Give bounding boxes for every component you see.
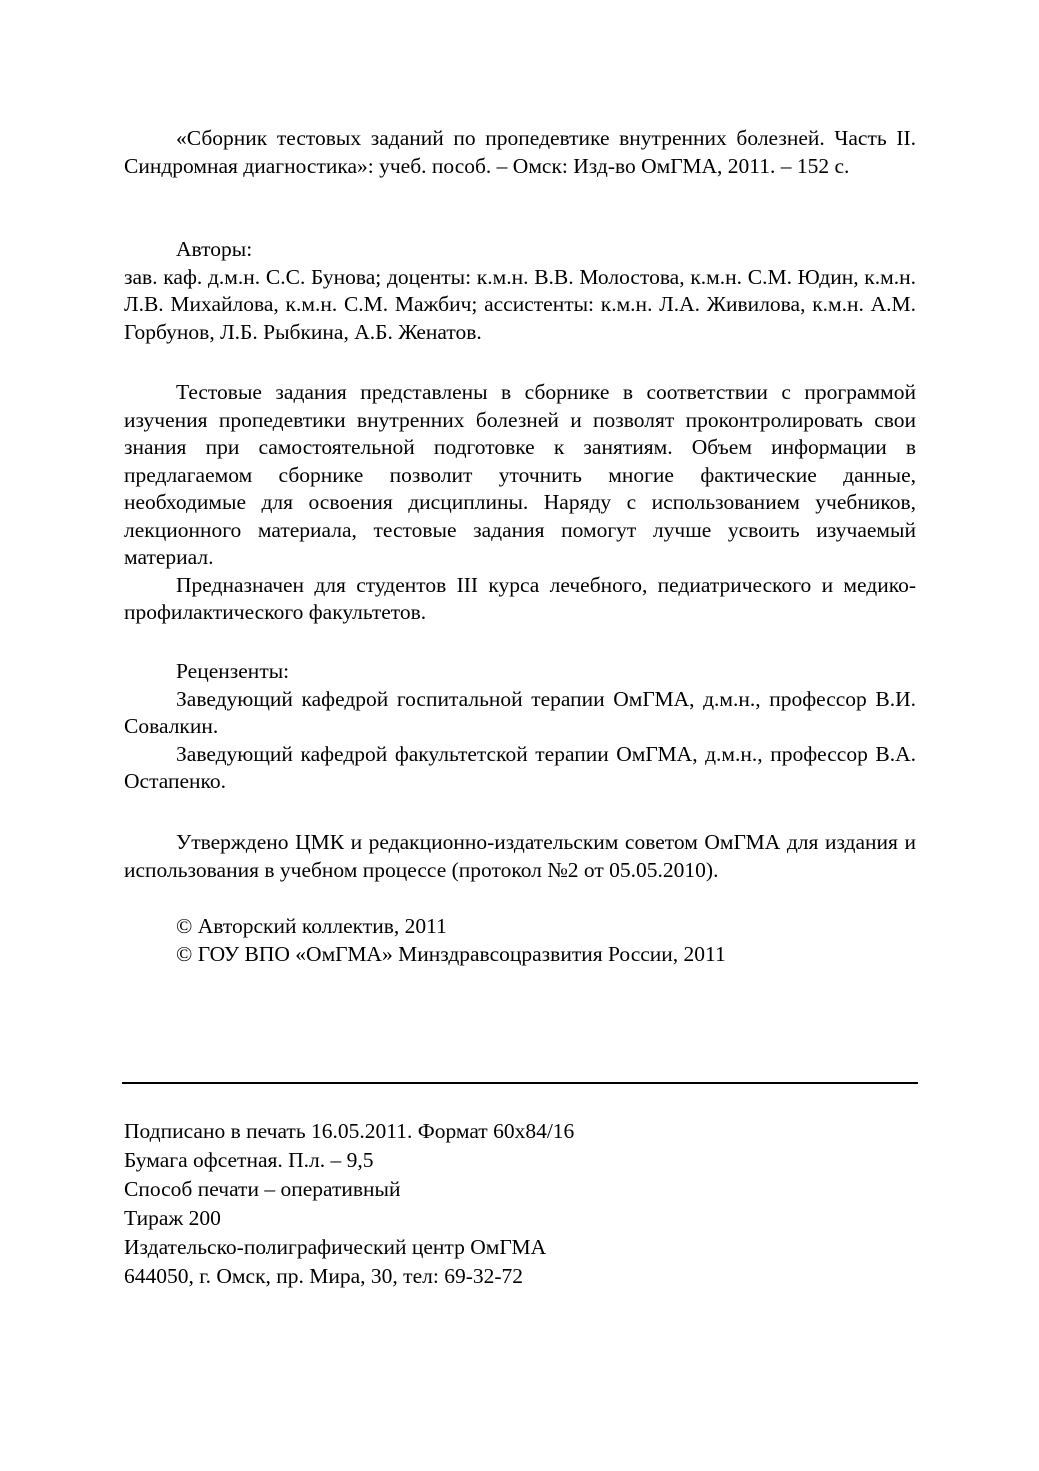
authors-list: зав. каф. д.м.н. С.С. Бунова; доценты: к.м.н. В.В. Молостова, к.м.н. С.М. Юдин, к.м.н. Л.В. Михайлова, к.м.н. С.М. Мажбич; ассистенты: к.м.н. Л.А. Живилова, к.м.н. А.М. Горбунов, Л.Б. Рыбкина, А.Б. Женатов. [124, 264, 916, 344]
imprint-line: Способ печати – оперативный [124, 1177, 401, 1201]
copyright-line: © Авторский коллектив, 2011 [176, 914, 447, 938]
annotation-section [124, 379, 916, 627]
imprint-line: 644050, г. Омск, пр. Мира, 30, тел: 69-32-72 [124, 1264, 524, 1288]
reviewers-heading: Рецензенты: [176, 659, 290, 683]
imprint-line: Тираж 200 [124, 1206, 221, 1230]
imprint-line: Издательско-полиграфический центр ОмГМА [124, 1235, 547, 1259]
approval-text: Утверждено ЦМК и редакционно-издательским советом ОмГМА для издания и использования в учебном процессе (протокол №2 от 05.05.2010). [124, 830, 916, 882]
audience-paragraph: Предназначен для студентов III курса лечебного, педиатрического и медико-профилактического факультетов. [124, 572, 916, 624]
copyright-line: © ГОУ ВПО «ОмГМА» Минздравсоцразвития России, 2011 [176, 941, 726, 966]
authors-section [124, 236, 916, 346]
imprint-line: Подписано в печать 16.05.2011. Формат 60х84/16 [124, 1119, 575, 1143]
reviewer-entry: Заведующий кафедрой госпитальной терапии ОмГМА, д.м.н., профессор В.И. Совалкин. [124, 686, 916, 738]
approval-section [124, 829, 916, 884]
bibliography-text: «Сборник тестовых заданий по пропедевтике внутренних болезней. Часть II. Синдромная диагностика»: учеб. пособ. – Омск: Изд-во ОмГМА, 2011. – 152 с. [124, 126, 916, 178]
divider-line [122, 1082, 918, 1084]
bibliographic-description [124, 125, 916, 180]
copyright-section [124, 913, 916, 968]
reviewer-entry: Заведующий кафедрой факультетской терапии ОмГМА, д.м.н., профессор В.А. Остапенко. [124, 741, 916, 793]
reviewers-section [124, 658, 916, 796]
authors-heading: Авторы: [176, 237, 253, 261]
imprint-section [124, 1117, 916, 1291]
annotation-paragraph: Тестовые задания представлены в сборнике в соответствии с программой изучения пропедевтики внутренних болезней и позволят проконтролировать свои знания при самостоятельной подготовке к занятиям. Объем информации в предлагаемом сборнике позволит уточнить многие фактические данные, необходимые для освоения дисциплины. Наряду с использованием учебников, лекционного материала, тестовые задания помогут лучше усвоить изучаемый материал. [124, 380, 916, 569]
imprint-line: Бумага офсетная. П.л. – 9,5 [124, 1148, 374, 1172]
